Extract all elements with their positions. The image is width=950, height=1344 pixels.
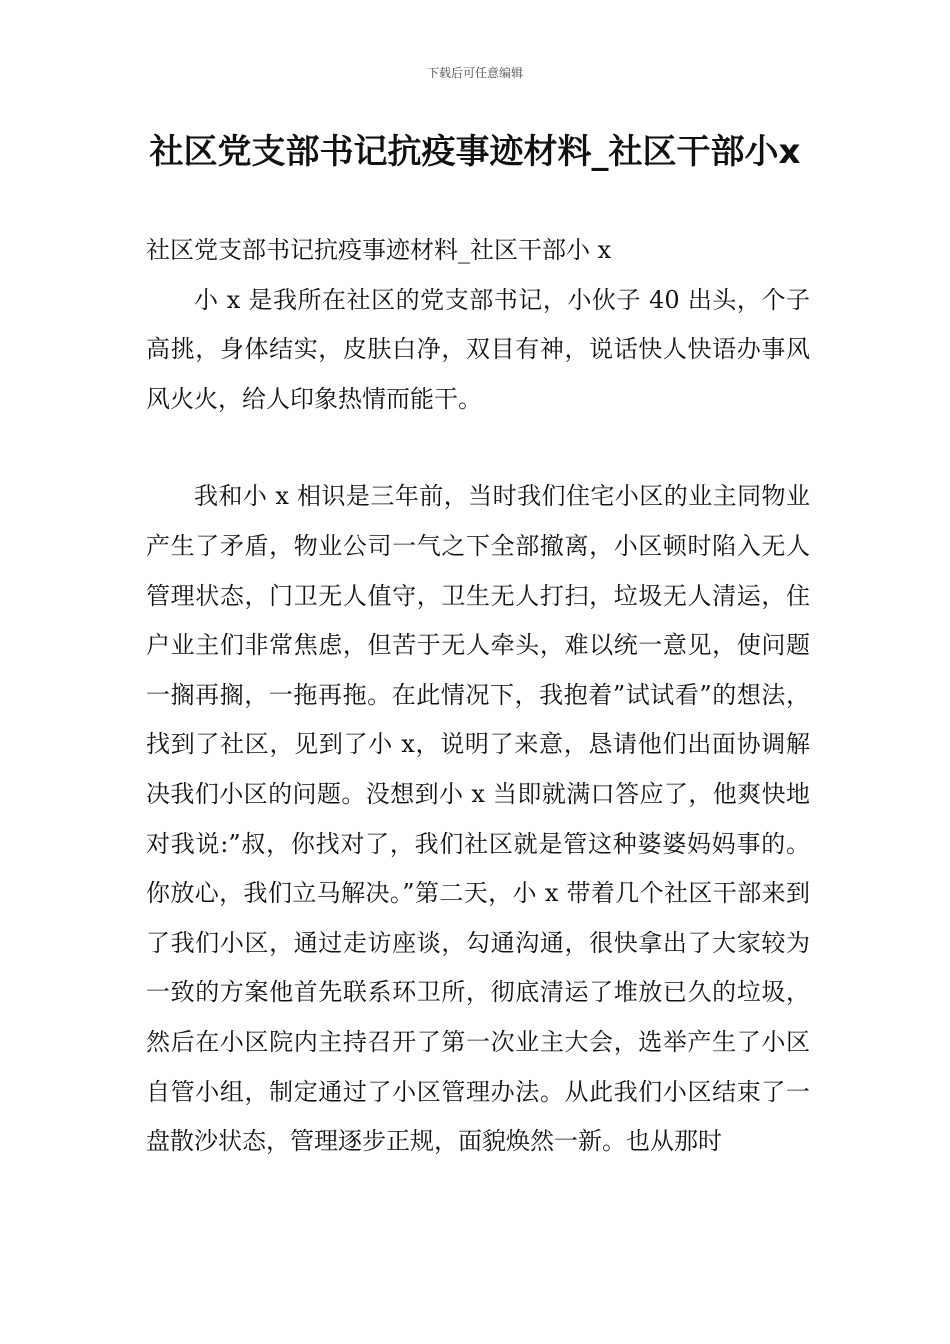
document-title: 社区党支部书记抗疫事迹材料_社区干部小x: [149, 132, 801, 172]
document-body: [146, 226, 810, 1167]
header-note: 下载后可任意编辑: [426, 66, 523, 80]
paragraph-2: 我和小 x 相识是三年前，当时我们住宅小区的业主同物业产生了矛盾，物业公司一气之下全部撤离，小区顿时陷入无人管理状态，门卫无人值守，卫生无人打扫，垃圾无人清运，住户业主们非常焦虑，但苦于无人牵头，难以统一意见，使问题一搁再搁，一拖再拖。在此情况下，我抱着”试试看”的想法，找到了社区，见到了小 x，说明了来意，恳请他们出面协调解决我们小区的问题。没想到小 x 当即就满口答应了，他爽快地对我说:”叔，你找对了，我们社区就是管这种婆婆妈妈事的。你放心，我们立马解决。”第二天，小 x 带着几个社区干部来到了我们小区，通过走访座谈，勾通沟通，很快拿出了大家较为一致的方案他首先联系环卫所，彻底清运了堆放已久的垃圾，然后在小区院内主持召开了第一次业主大会，选举产生了小区自管小组，制定通过了小区管理办法。从此我们小区结束了一盘散沙状态，管理逐步正规，面貌焕然一新。也从那时: [146, 482, 810, 1156]
document-subtitle: 社区党支部书记抗疫事迹材料_社区干部小 x: [146, 236, 612, 264]
paragraph-1: 小 x 是我所在社区的党支部书记，小伙子 40 出头，个子高挑，身体结实，皮肤白净，双目有神，说话快人快语办事风风火火，给人印象热情而能干。: [146, 285, 810, 413]
